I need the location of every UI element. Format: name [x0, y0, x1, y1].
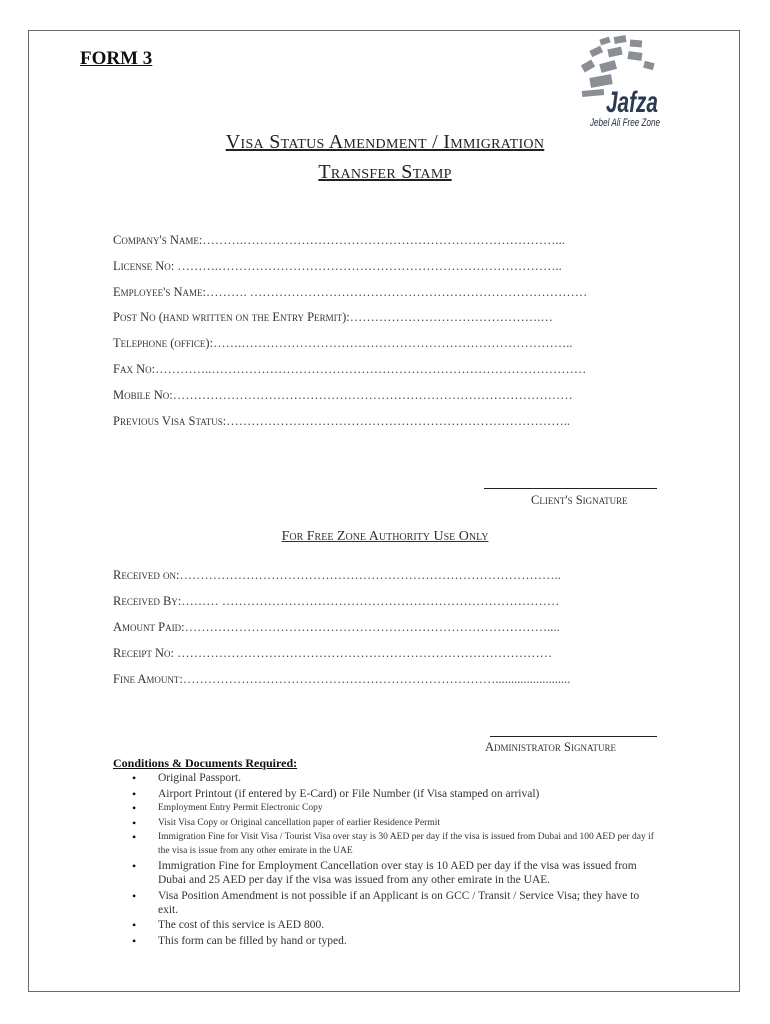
field-label: Received on: — [113, 568, 180, 582]
fill-in-dots: ………. ……………………………………………………………………… — [206, 285, 588, 299]
conditions-list — [132, 771, 662, 949]
field-post-no[interactable] — [113, 310, 658, 325]
fill-in-dots: …………………………………………………………………........................ — [182, 672, 571, 686]
condition-item: • This form can be filled by hand or typed. — [132, 934, 662, 948]
field-company-name[interactable] — [113, 233, 658, 248]
jafza-logo-mark-icon — [560, 34, 660, 130]
field-label: Telephone (office): — [113, 336, 214, 350]
field-amount-paid[interactable] — [113, 620, 658, 635]
form-title-line1: Visa Status Amendment / Immigration — [225, 131, 545, 153]
field-label: Mobile No: — [113, 388, 173, 402]
field-label: License No: — [113, 259, 175, 273]
condition-item: • Original Passport. — [132, 771, 662, 785]
field-license-no[interactable] — [113, 259, 658, 274]
fill-in-dots: …………………………………………………………………………………… — [172, 388, 573, 402]
field-received-on[interactable] — [113, 568, 658, 583]
condition-item: • Employment Entry Permit Electronic Copy — [132, 802, 662, 816]
fill-in-dots: ……….……………………………………………………………………….. — [174, 259, 562, 273]
condition-item: • Immigration Fine for Visit Visa / Tourist Visa over stay is 30 AED per day if the visa is issued from Dubai and 100 AED per day if the visa is issue from any other emirate in the UAE — [132, 831, 662, 858]
field-label: Company's Name: — [113, 233, 203, 247]
fill-in-dots: …………..……………………………………………………………………………… — [155, 362, 587, 376]
field-label: Received By: — [113, 594, 182, 608]
field-fax-no[interactable] — [113, 362, 658, 377]
field-label: Employee's Name: — [113, 285, 207, 299]
authority-use-heading: For Free Zone Authority Use Only — [281, 529, 489, 544]
field-label: Amount Paid: — [113, 620, 185, 634]
logo-brand-text: Jafza — [606, 86, 658, 119]
fill-in-dots: ……………………………………….… — [349, 310, 553, 324]
field-receipt-no[interactable] — [113, 646, 658, 661]
field-label: Receipt No: — [113, 646, 174, 660]
form-title-line2: Transfer Stamp — [318, 161, 452, 183]
condition-item: • Immigration Fine for Employment Cancellation over stay is 10 AED per day if the visa was issued from Dubai and 25 AED per day if the visa was issued from any other emirate in the UAE. — [132, 859, 662, 887]
field-fine-amount[interactable] — [113, 672, 658, 687]
form-number: FORM 3 — [80, 48, 153, 69]
administrator-signature-label: Administrator Signature — [485, 740, 616, 754]
field-label: Post No (hand written on the Entry Permit): — [113, 310, 350, 324]
fill-in-dots: …….…………………………………………………………………….. — [213, 336, 573, 350]
fill-in-dots: ……… ……………………………………………………………………… — [181, 594, 560, 608]
client-signature-line[interactable] — [484, 488, 657, 489]
condition-item: • The cost of this service is AED 800. — [132, 918, 662, 932]
condition-item: • Visa Position Amendment is not possible if an Applicant is on GCC / Transit / Service Visa; they have to exit. — [132, 889, 662, 917]
field-employee-name[interactable] — [113, 285, 658, 300]
logo-tagline-text: Jebel Ali Free Zone — [589, 117, 660, 129]
jafza-logo — [560, 34, 660, 130]
field-label: Fax No: — [113, 362, 156, 376]
field-telephone-office[interactable] — [113, 336, 658, 351]
field-previous-visa-status[interactable] — [113, 414, 658, 429]
condition-item: • Airport Printout (if entered by E-Card) or File Number (if Visa stamped on arrival) — [132, 787, 662, 801]
fill-in-dots: ……………………………………………………………………………… — [173, 646, 553, 660]
field-label: Fine Amount: — [113, 672, 183, 686]
fill-in-dots: ……………………………………………………………………….. — [226, 414, 570, 428]
condition-item: • Visit Visa Copy or Original cancellation paper of earlier Residence Permit — [132, 817, 662, 831]
field-received-by[interactable] — [113, 594, 658, 609]
administrator-signature-line[interactable] — [490, 736, 657, 737]
fill-in-dots: ……….…………………………………………………………………... — [202, 233, 565, 247]
fill-in-dots: ……………………………………………………………………………….. — [179, 568, 561, 582]
field-label: Previous Visa Status: — [113, 414, 227, 428]
conditions-title: Conditions & Documents Required: — [113, 756, 298, 770]
field-mobile-no[interactable] — [113, 388, 658, 403]
client-signature-label: Client's Signature — [531, 493, 628, 507]
fill-in-dots: …………………………………………………………………………….... — [184, 620, 560, 634]
